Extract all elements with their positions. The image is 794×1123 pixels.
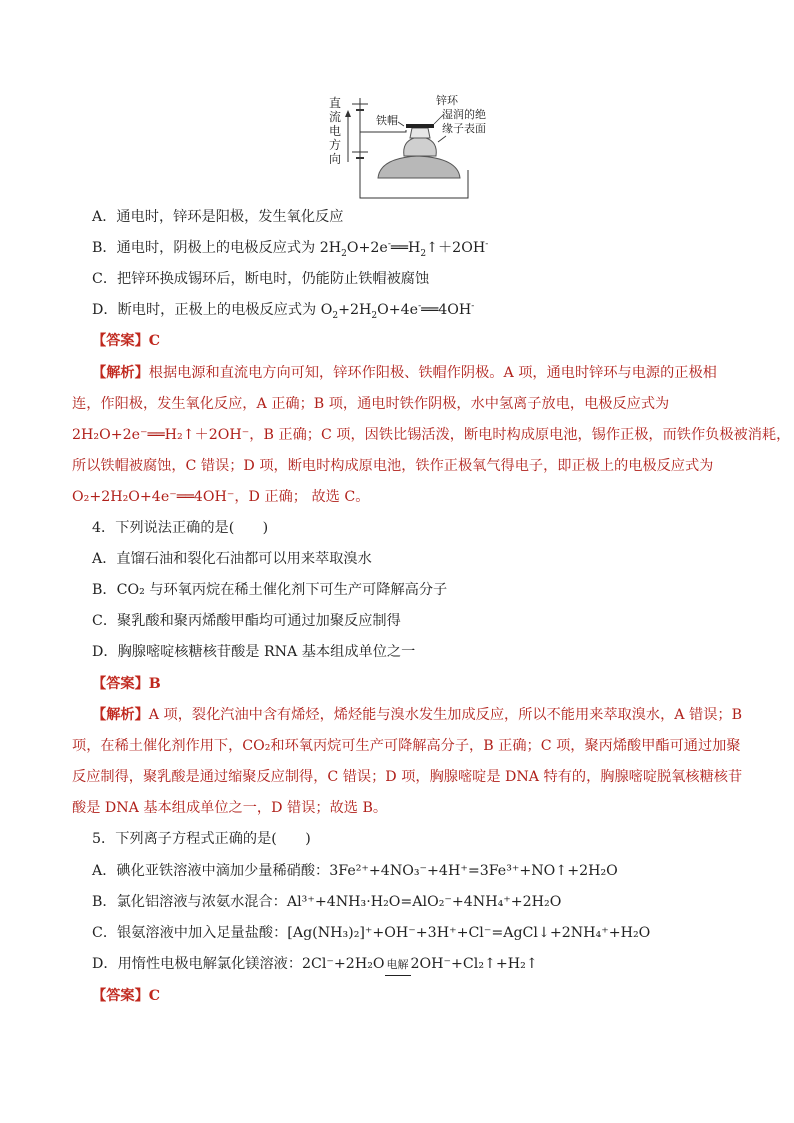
q3-answer: 【答案】C <box>92 333 161 349</box>
surface-label-1: 湿润的绝 <box>442 108 486 121</box>
q3-option-b: B．通电时，阴极上的电极反应式为 $2H_2O+2e^-══H_2↑+2OH^-$ <box>92 239 489 259</box>
q5-option-c: C．银氨溶液中加入足量盐酸：[Ag(NH₃)₂]⁺+OH⁻+3H⁺+Cl⁻=AgCl↓+2NH₄⁺+H₂O <box>92 925 651 941</box>
q5-option-a: A．碘化亚铁溶液中滴加少量稀硝酸：3Fe²⁺+4NO₃⁻+4H⁺=3Fe³⁺+NO↑+2H₂O <box>92 863 618 879</box>
surface-label-2: 缘子表面 <box>442 122 486 135</box>
q3-option-c: C．把锌环换成锡环后，断电时，仍能防止铁帽被腐蚀 <box>92 271 430 287</box>
q5-stem: 5．下列离子方程式正确的是( ) <box>92 831 311 847</box>
q4-analysis-line4: 酸是 DNA 基本组成单位之一，D 错误；故选 B。 <box>72 800 388 816</box>
q3-analysis-line4: 所以铁帽被腐蚀，C 错误；D 项，断电时构成原电池，铁作正极氧气得电子，即正极上的电极反应式为 <box>72 458 714 474</box>
iron-cap-label: 铁帽 <box>376 114 398 127</box>
q3-analysis-line5: O₂+2H₂O+4e⁻══4OH⁻，D 正确； 故选 C。 <box>72 489 370 505</box>
electrolysis-figure <box>318 92 518 204</box>
q4-option-b: B．CO₂ 与环氧丙烷在稀土催化剂下可生产可降解高分子 <box>92 582 448 598</box>
q3-analysis-line3: 2H₂O+2e⁻══H₂↑＋2OH⁻，B 正确；C 项，因铁比锡活泼，断电时构成原电池，锡作正极，而铁作负极被消耗， <box>72 427 791 443</box>
q4-answer: 【答案】B <box>92 676 161 692</box>
q5-option-b: B．氯化铝溶液与浓氨水混合：Al³⁺+4NH₃·H₂O=AlO₂⁻+4NH₄⁺+2H₂O <box>92 894 562 910</box>
q4-stem: 4．下列说法正确的是( ) <box>92 520 269 536</box>
q3-analysis-line2: 连，作阳极，发生氧化反应，A 正确；B 项，通电时铁作阴极，水中氢离子放电，电极反应式为 <box>72 396 670 412</box>
q5-option-d: D．用惰性电极电解氯化镁溶液：2Cl⁻+2H₂O 电解 2OH⁻+Cl₂↑+H₂↑ <box>92 954 538 976</box>
q4-analysis-line2: 项，在稀土催化剂作用下，CO₂和环氧丙烷可生产可降解高分子，B 正确；C 项，聚丙烯酸甲酯可通过加聚 <box>72 738 741 754</box>
current-direction-label: 直流电方向 <box>328 96 341 166</box>
q4-option-a: A．直馏石油和裂化石油都可以用来萃取溴水 <box>92 551 372 567</box>
q4-analysis-line3: 反应制得，聚乳酸是通过缩聚反应制得，C 错误；D 项，胸腺嘧啶是 DNA 特有的，胸腺嘧啶脱氧核糖核苷 <box>72 769 743 785</box>
zinc-ring-label: 锌环 <box>436 94 458 107</box>
q3-option-d: D．断电时，正极上的电极反应式为 $O_2+2H_2O+4e^-══4OH^-$ <box>92 301 475 321</box>
q4-option-c: C．聚乳酸和聚丙烯酸甲酯均可通过加聚反应制得 <box>92 613 401 629</box>
q4-option-d: D．胸腺嘧啶核糖核苷酸是 RNA 基本组成单位之一 <box>92 644 416 660</box>
q4-analysis-line1: 【解析】A 项，裂化汽油中含有烯烃，烯烃能与溴水发生加成反应，所以不能用来萃取溴水，A 错误；B <box>92 707 743 723</box>
q3-analysis-line1: 【解析】根据电源和直流电方向可知，锌环作阳极、铁帽作阴极。A 项，通电时锌环与电源的正极相 <box>92 365 717 381</box>
insulator-diagram <box>318 92 518 204</box>
electrolysis-condition: 电解 <box>385 955 411 976</box>
q3-option-a: A．通电时，锌环是阳极，发生氧化反应 <box>92 209 344 225</box>
q5-answer: 【答案】C <box>92 988 161 1004</box>
